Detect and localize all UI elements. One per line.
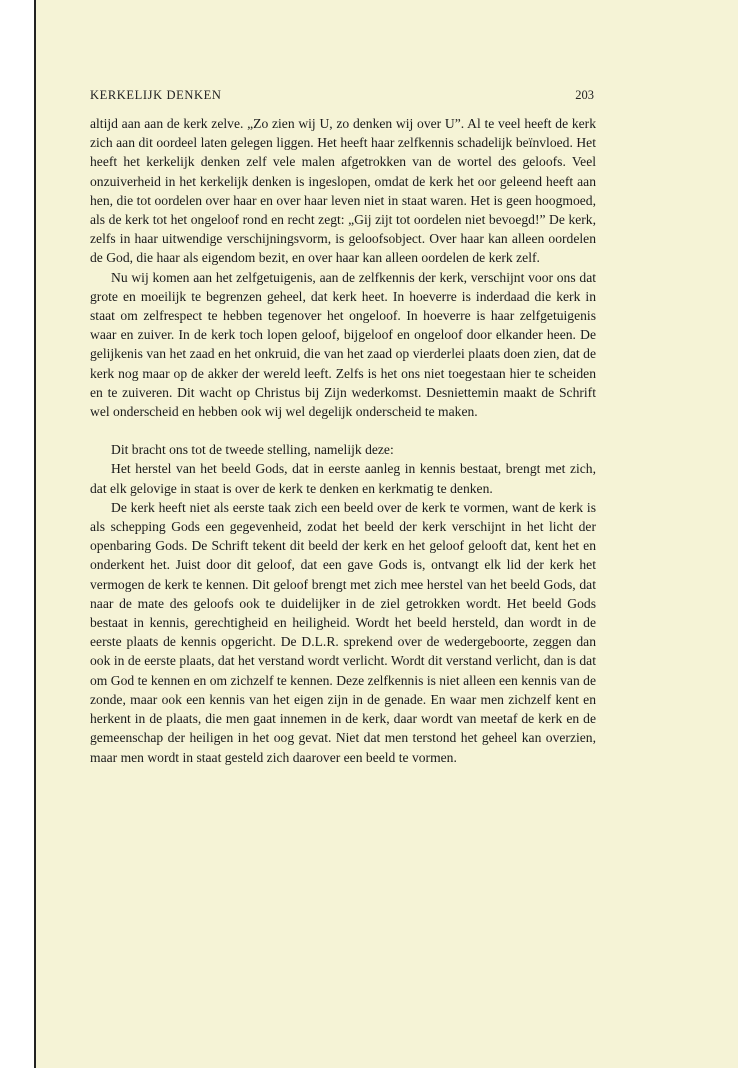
book-page: [34, 0, 738, 1068]
paragraph: altijd aan aan de kerk zelve. „Zo zien wij U, zo denken wij over U”. Al te veel heeft de kerk zich aan dit oordeel laten gelegen liggen. Het heeft haar zelfkennis schadelijk beïnvloed. Het heeft het kerkelijk denken zelf vele malen afgetrokken van de wortel des geloofs. Veel onzuiverheid in het kerkelijk denken is ingeslopen, omdat de kerk het oor geleend heeft aan hen, die tot oordelen over haar en over haar leven niet in staat waren. Het is geen hoogmoed, als de kerk tot het ongeloof rond en recht zegt: „Gij zijt tot oordelen niet bevoegd!” De kerk, zelfs in haar uitwendige verschijningsvorm, is geloofsobject. Over haar kan alleen oordelen de God, die haar als eigendom bezit, en over haar kan alleen oordelen de kerk zelf.: [90, 116, 596, 266]
running-header: [90, 88, 594, 103]
running-title: KERKELIJK DENKEN: [90, 88, 222, 102]
paragraph: Het herstel van het beeld Gods, dat in eerste aanleg in kennis bestaat, brengt met zich, dat elk gelovige in staat is over de kerk te denken en kerkmatig te denken.: [90, 461, 596, 496]
page-number: 203: [575, 88, 594, 102]
paragraph: Dit bracht ons tot de tweede stelling, namelijk deze:: [111, 442, 394, 458]
paragraph: De kerk heeft niet als eerste taak zich een beeld over de kerk te vormen, want de kerk is als schepping Gods een gegevenheid, zodat het beeld der kerk verschijnt in het licht der openbaring Gods. De Schrift tekent dit beeld der kerk en het geloof gelooft dat, kent het en onderkent het. Juist door dit geloof, dat een gave Gods is, ontvangt elk lid der kerk het vermogen de kerk te kennen. Dit geloof brengt met zich mee herstel van het beeld Gods, dat naar de mate des geloofs ook te duidelijker in de ziel getrokken wordt. Het beeld Gods bestaat in kennis, gerechtigheid en heiligheid. Wordt het beeld hersteld, dan wordt in de eerste plaats de kennis opgericht. De D.L.R. sprekend over de wedergeboorte, zeggen dan ook in de eerste plaats, dat het verstand wordt verlicht. Wordt dit verstand verlicht, dan is dat om God te kennen en om zichzelf te kennen. Deze zelfkennis is niet alleen een kennis van de zonde, maar ook een kennis van het eigen zijn in de genade. En waar men zichzelf kent en herkent in de plaats, die men gaat innemen in de kerk, daar wordt van meetaf de kerk en de gemeenschap der heiligen in het oog gevat. Niet dat men terstond het geheel kan overzien, maar men wordt in staat gesteld zich daarover een beeld te vormen.: [90, 499, 596, 765]
paragraph: Nu wij komen aan het zelfgetuigenis, aan de zelfkennis der kerk, verschijnt voor ons dat grote en moeilijk te begrenzen geheel, dat kerk heet. In hoeverre is inderdaad die kerk in staat om zelfrespect te hebben tegenover het ongeloof. In hoeverre is haar zelfgetuigenis waar en zuiver. In de kerk toch lopen geloof, bijgeloof en ongeloof door elkander heen. De gelijkenis van het zaad en het onkruid, die van het zaad op vierderlei plaats doen zien, dat de kerk nog maar op de akker der wereld leeft. Zelfs is het ons niet toegestaan hier te scheiden en te zuiveren. Dit wacht op Christus bij Zijn wederkomst. Desniettemin maakt de Schrift wel onderscheid en hebben ook wij wel degelijk onderscheid te maken.: [90, 269, 596, 420]
page-body: [90, 114, 596, 767]
